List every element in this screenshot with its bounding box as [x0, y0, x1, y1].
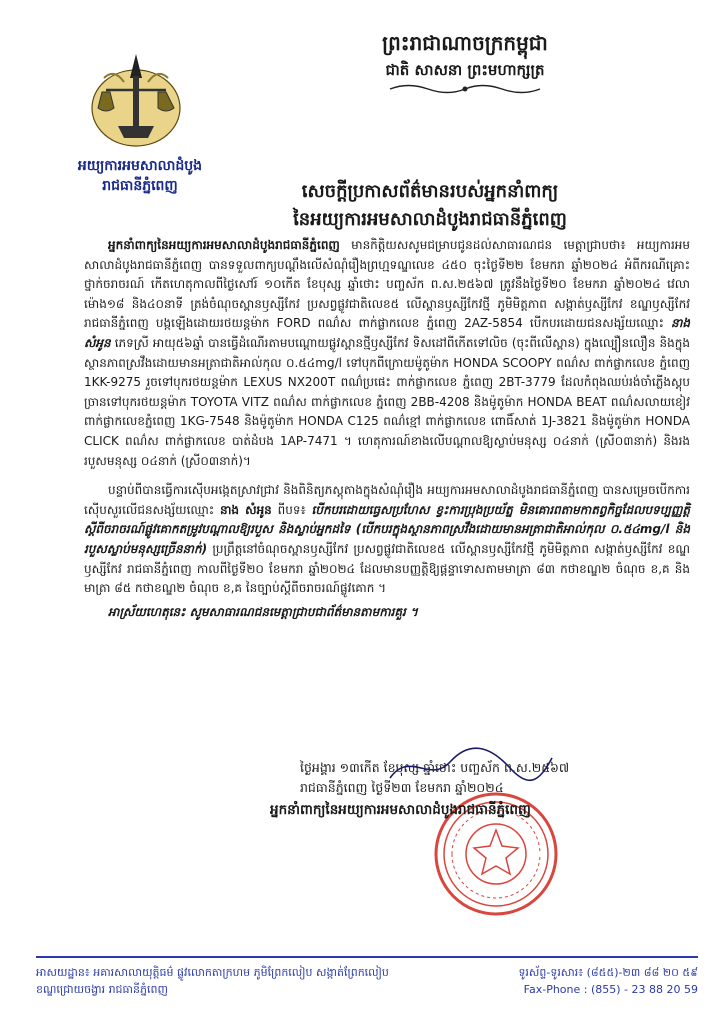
- paragraph-2-text-b: ពីបទ៖: [271, 502, 312, 517]
- charge-text: បើកបរដោយធ្វេសប្រហែស ខ្វះការប្រុងប្រយ័ត្ន មិនគោរពតាមកាតព្វកិច្ចដែលបទប្បញ្ញត្តិស្តីពីចរាចរណ៍ផ្លូវគោកតម្រូវបណ្តាលឱ្យរបួស និងស្លាប់អ្នកដទៃ (បើកបរក្នុងស្ថានភាពស្រវឹងដោយមានអត្រាជាតិអាល់កុល ០.៥៤mg/l និងរបួសស្លាប់មនុស្សច្រើននាក់): [84, 502, 690, 556]
- footer-divider: [36, 956, 698, 958]
- national-motto: ជាតិ សាសនា ព្រះមហាក្សត្រ: [385, 61, 545, 79]
- paragraph-1-text-b: ភេទស្រី អាយុ៥៦ឆ្នាំ បានធ្វើដំណើរតាមបណ្តោយផ្លូវស្ពានថ្មីឫស្សីកែវ ទិសដៅពីកើតទៅលិច (ចុះពីលើស្ពាន) ក្នុងល្បឿនលឿន និងក្នុងស្ថានភាពស្រវឹងដោយមានអត្រាជាតិអាល់កុល ០.៥៤mg/l ទៅបុកពីក្រោយម៉ូតូម៉ាក HONDA SCOOPY ពណ៌ស ពាក់ផ្លាកលេខ ភ្នំពេញ 1KK-9275 រួចទៅបុករថយន្តម៉ាក LEXUS NX200T ពណ៌ប្រផេះ ពាក់ផ្លាកលេខ ភ្នំពេញ 2BT-3779 ដែលកំពុងឈប់រង់ចាំភ្លើងស្តុប ច្រានទៅបុករថយន្តម៉ាក TOYOTA VITZ ពណ៌ស ពាក់ផ្លាកលេខ ភ្នំពេញ 2BB-4208 និងម៉ូតូម៉ាក HONDA BEAT ពណ៌សលាយខៀវ ពាក់ផ្លាកលេខភ្នំពេញ 1KG-7548 និងម៉ូតូម៉ាក HONDA C125 ពណ៌ខ្មៅ ពាក់ផ្លាកលេខ ពោធិ៍សាត់ 1J-3821 និងម៉ូតូម៉ាក HONDA CLICK ពណ៌ស ពាក់ផ្លាកលេខ បាត់ដំបង 1AP-7471 ។ ហេតុការណ៍ខាងលើបណ្តាលឱ្យស្លាប់មនុស្ស ០៤នាក់ (ស្រី០៣នាក់) និងរងរបួសមនុស្ស ០៤នាក់ (ស្រី០៣នាក់)។: [84, 335, 690, 468]
- footer-address: [36, 964, 416, 998]
- spokesperson-lead: អ្នកនាំពាក្យនៃអយ្យការអមសាលាដំបូងរាជធានីភ្នំពេញ: [108, 238, 340, 252]
- phone-khmer: ទូរស័ព្ទ-ទូរសារ៖ (៨៥៥)-២៣ ៨៨ ២០ ៥៩: [518, 966, 698, 979]
- address-line1: អាសយដ្ឋាន៖ អគារសាលាយុត្តិធម៌ ផ្លូវលោកតាក្រហម ភូមិព្រែកលៀប សង្កាត់ព្រែកលៀប: [36, 966, 389, 979]
- title-line1: សេចក្តីប្រកាសព័ត៌មានរបស់អ្នកនាំពាក្យ: [301, 181, 559, 202]
- paragraph-2: [84, 481, 690, 599]
- document-title: [150, 178, 710, 234]
- ornament-divider-icon: [388, 82, 542, 96]
- court-name-line2: រាជធានីភ្នំពេញ: [102, 178, 178, 194]
- court-emblem-icon: [84, 48, 188, 152]
- paragraph-1: [84, 236, 690, 471]
- footer-contact: [468, 964, 698, 998]
- kingdom-heading: ព្រះរាជាណាចក្រកម្ពុជា: [382, 31, 548, 55]
- solar-date: រាជធានីភ្នំពេញ ថ្ងៃទី២៣ ខែមករា ឆ្នាំ២០២៤: [300, 780, 504, 795]
- signature-icon: [380, 740, 560, 790]
- suspect-name-2: នាង សំអូន: [219, 502, 272, 517]
- document-body: [84, 236, 690, 622]
- paragraph-2-text-c: ប្រព្រឹត្តនៅចំណុចស្ពានឫស្សីកែវ ប្រសព្វផ្លូវជាតិលេខ៥ លើស្ពានឫស្សីកែវថ្មី ភូមិមិត្តភាព សង្កាត់ឫស្សីកែវ ខណ្ឌឫស្សីកែវ រាជធានីភ្នំពេញ កាលពីថ្ងៃទី២០ ខែមករា ឆ្នាំ២០២៤ ដែលមានបញ្ញត្តិឱ្យផ្តន្ទាទោសតាមមាត្រា ៨៣ កថាខណ្ឌ២ ចំណុច ខ,គ និងមាត្រា ៨៥ កថាខណ្ឌ២ ចំណុច ខ,គ នៃច្បាប់ស្តីពីចរាចរណ៍ផ្លូវគោក ។: [84, 541, 690, 596]
- title-line2: នៃអយ្យការអមសាលាដំបូងរាជធានីភ្នំពេញ: [293, 209, 567, 230]
- signer-title: អ្នកនាំពាក្យនៃអយ្យការអមសាលាដំបូងរាជធានីភ្នំពេញ: [270, 802, 531, 818]
- paragraph-1-text-a: មានកិត្តិយសសូមជម្រាបជូនដល់សាធារណជន មេត្តាជ្រាបថា៖ អយ្យការអមសាលាដំបូងរាជធានីភ្នំពេញ បានទទួលពាក្យបណ្តឹងលើសំណុំរឿងព្រហ្មទណ្ឌលេខ ៤៥០ ចុះថ្ងៃទី២២ ខែមករា ឆ្នាំ២០២៤ អំពីករណីគ្រោះថ្នាក់ចរាចរណ៍ កើតហេតុកាលពីថ្ងៃសៅរ៍ ១០កើត ខែបុស្ស ឆ្នាំថោះ បញ្ចស័ក ព.ស.២៥៦៧ ត្រូវនឹងថ្ងៃទី២០ ខែមករា ឆ្នាំ២០២៤ វេលាម៉ោង១៨ និង៤០នាទី ត្រង់ចំណុចស្ពានឫស្សីកែវ ប្រសព្វផ្លូវជាតិលេខ៥ លើស្ពានឫស្សីកែវថ្មី ភូមិមិត្តភាព សង្កាត់ឫស្សីកែវ ខណ្ឌឫស្សីកែវ រាជធានីភ្នំពេញ បង្កឡើងដោយរថយន្តម៉ាក FORD ពណ៌ស ពាក់ផ្លាកលេខ ភ្នំពេញ 2AZ-5854 បើកបរដោយជនសង្ស័យឈ្មោះ: [84, 238, 690, 331]
- address-line2: ខណ្ឌជ្រោយចង្វារ រាជធានីភ្នំពេញ: [36, 983, 168, 996]
- paragraph-2-text-a: បន្ទាប់ពីបានធ្វើការស៊ើបអង្កេតស្រាវជ្រាវ និងពិនិត្យភស្តុតាងក្នុងសំណុំរឿង អយ្យការអមសាលាដំបូងរាជធានីភ្នំពេញ បានសម្រេចបើកការស៊ើបសួរលើជនសង្ស័យឈ្មោះ: [84, 483, 690, 517]
- paragraph-3: អាស្រ័យហេតុនេះ សូមសាធារណជនមេត្តាជ្រាបជាព័ត៌មានតាមការគួរ ។: [108, 604, 418, 619]
- lunar-date: ថ្ងៃអង្គារ ១៣កើត ខែបុស្ស ឆ្នាំថោះ បញ្ចស័ក ព.ស.២៥៦៧: [300, 760, 570, 775]
- court-name-line1: អយ្យការអមសាលាដំបូង: [77, 158, 203, 174]
- phone-latin: Fax-Phone : (855) - 23 88 20 59: [523, 983, 698, 996]
- suspect-name: នាង សំអូន: [84, 316, 690, 350]
